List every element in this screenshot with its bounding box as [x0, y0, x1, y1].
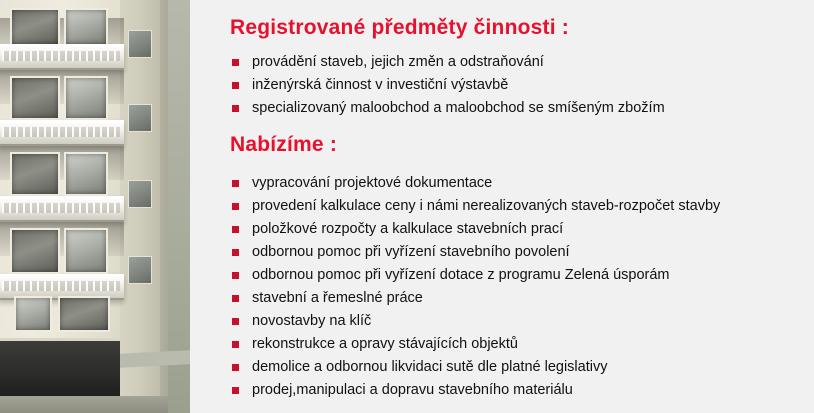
photo-window	[14, 296, 52, 332]
list-item	[230, 196, 720, 216]
photo-balcony	[0, 44, 124, 70]
list-item	[230, 334, 720, 354]
list-item-label: rekonstrukce a opravy stávajících objektů	[252, 336, 518, 352]
list-item	[230, 357, 720, 377]
list-item	[230, 288, 720, 308]
photo-balcony	[0, 120, 124, 146]
list-item	[230, 265, 720, 285]
list-item-label: odbornou pomoc při vyřízení stavebního povolení	[252, 244, 570, 260]
photo-tower-window	[128, 30, 152, 58]
photo-window	[64, 228, 108, 274]
list-item	[230, 311, 720, 331]
section-heading-offering: Nabízíme :	[230, 133, 338, 156]
list-item-label: specializovaný maloobchod a maloobchod se smíšeným zbožím	[252, 100, 665, 116]
photo-window	[10, 76, 60, 120]
registered-activities-list	[230, 52, 665, 121]
list-item-label: položkové rozpočty a kalkulace stavebních prací	[252, 221, 564, 237]
section-heading-registered-activities: Registrované předměty činnosti :	[230, 16, 569, 39]
square-bullet-icon	[232, 387, 239, 394]
square-bullet-icon	[232, 295, 239, 302]
photo-window	[10, 228, 60, 274]
content-panel	[190, 0, 814, 413]
list-item-label: provádění staveb, jejich změn a odstraňování	[252, 54, 544, 70]
list-item	[230, 98, 665, 118]
list-item	[230, 75, 665, 95]
photo-balcony	[0, 196, 124, 222]
photo-window	[58, 296, 110, 332]
square-bullet-icon	[232, 364, 239, 371]
square-bullet-icon	[232, 226, 239, 233]
photo-window	[10, 152, 60, 196]
list-item-label: novostavby na klíč	[252, 313, 372, 329]
photo-window	[64, 76, 108, 120]
square-bullet-icon	[232, 105, 239, 112]
photo-window	[10, 8, 60, 46]
list-item	[230, 242, 720, 262]
photo-window	[64, 8, 108, 46]
list-item	[230, 219, 720, 239]
list-item-label: demolice a odbornou likvidaci sutě dle platné legislativy	[252, 359, 608, 375]
square-bullet-icon	[232, 59, 239, 66]
list-item	[230, 52, 665, 72]
list-item-label: provedení kalkulace ceny i námi nerealizovaných staveb-rozpočet stavby	[252, 198, 721, 214]
photo-window	[64, 152, 108, 196]
list-item-label: odbornou pomoc při vyřízení dotace z programu Zelená úsporám	[252, 267, 670, 283]
photo-tower-window	[128, 180, 152, 208]
square-bullet-icon	[232, 203, 239, 210]
list-item-label: stavební a řemeslné práce	[252, 290, 423, 306]
list-item-label: inženýrská činnost v investiční výstavbě	[252, 77, 509, 93]
square-bullet-icon	[232, 272, 239, 279]
list-item-label: prodej,manipulaci a dopravu stavebního materiálu	[252, 382, 573, 398]
photo-tower-window	[128, 256, 152, 284]
photo-garage-entrance	[0, 338, 120, 399]
square-bullet-icon	[232, 82, 239, 89]
square-bullet-icon	[232, 249, 239, 256]
apartment-building-photo	[0, 0, 190, 413]
list-item	[230, 380, 720, 400]
square-bullet-icon	[232, 180, 239, 187]
offering-list	[230, 173, 720, 403]
photo-ground-pavement	[0, 396, 168, 413]
square-bullet-icon	[232, 318, 239, 325]
photo-tower-window	[128, 104, 152, 132]
list-item	[230, 173, 720, 193]
square-bullet-icon	[232, 341, 239, 348]
list-item-label: vypracování projektové dokumentace	[252, 175, 493, 191]
